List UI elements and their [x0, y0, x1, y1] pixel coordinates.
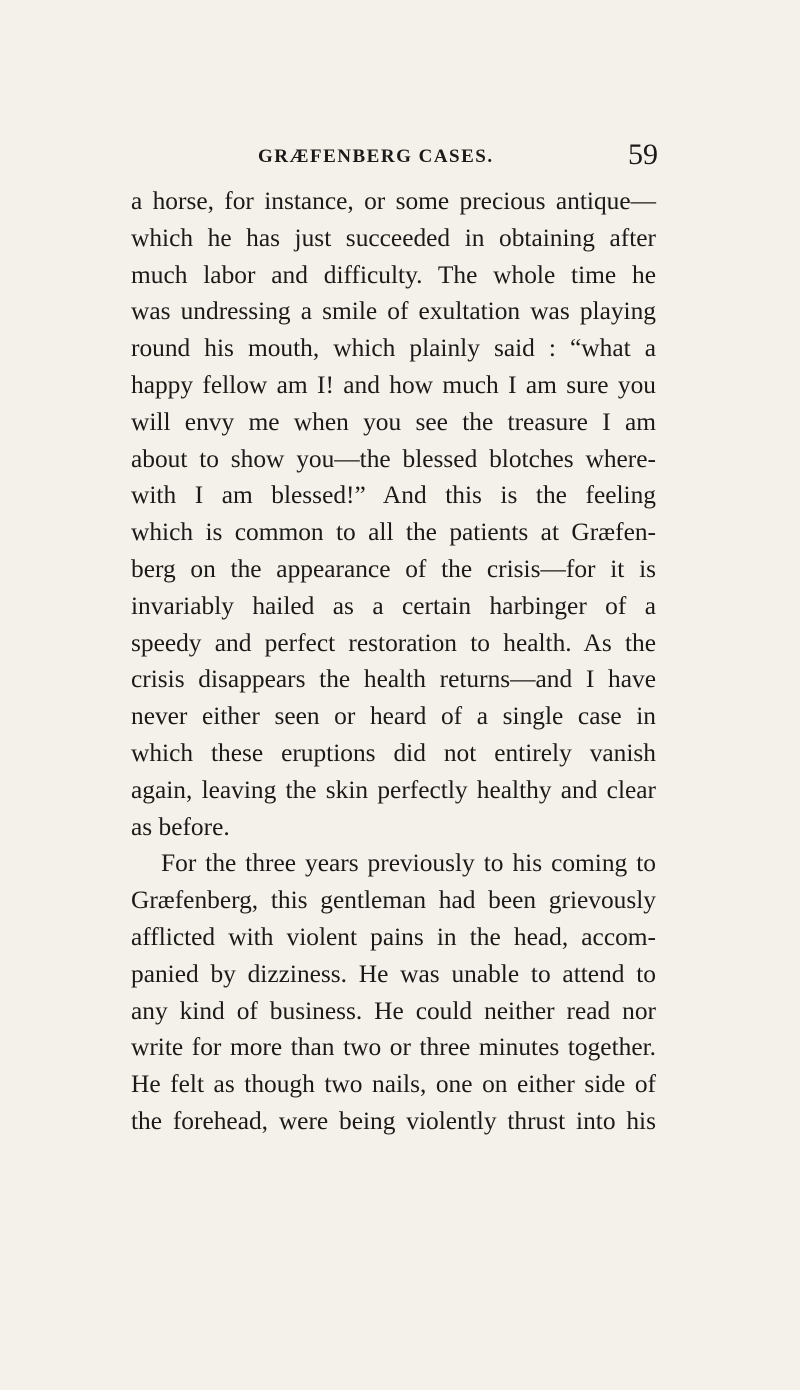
running-head — [258, 138, 658, 182]
body-text — [131, 183, 656, 1140]
text-line: again, leaving the skin perfectly healthy and clear — [131, 775, 656, 804]
running-title: GRÆFENBERG CASES. — [258, 146, 494, 167]
text-line: will envy me when you see the treasure I am — [131, 407, 656, 436]
text-line: never either seen or heard of a single case in — [131, 702, 656, 731]
text-line: berg on the appearance of the crisis—for it is — [131, 554, 656, 583]
text-line: with I am blessed!” And this is the feeling — [131, 481, 656, 510]
text-line: panied by dizziness. He was unable to attend to — [131, 959, 656, 988]
text-line: which he has just succeeded in obtaining after — [131, 223, 656, 252]
text-line: any kind of business. He could neither read nor — [131, 996, 656, 1025]
text-line: crisis disappears the health returns—and I have — [131, 665, 656, 694]
text-line: afflicted with violent pains in the head, accom- — [131, 922, 656, 951]
text-line: much labor and difficulty. The whole time he — [131, 260, 656, 289]
text-line: was undressing a smile of exultation was playing — [131, 297, 656, 326]
text-line: write for more than two or three minutes together. — [131, 1033, 656, 1062]
paragraph-1 — [131, 183, 656, 845]
page-number: 59 — [628, 138, 658, 171]
text-line: speedy and perfect restoration to health. As the — [131, 628, 656, 657]
text-line: round his mouth, which plainly said : “what a — [131, 334, 656, 363]
text-line: which these eruptions did not entirely vanish — [131, 738, 656, 767]
text-line: Græfenberg, this gentleman had been grievously — [131, 886, 656, 915]
text-line: which is common to all the patients at Græfen- — [131, 518, 656, 547]
text-line: happy fellow am I! and how much I am sure you — [131, 370, 656, 399]
text-line: about to show you—the blessed blotches where- — [131, 444, 656, 473]
text-line: a horse, for instance, or some precious antique— — [131, 187, 656, 215]
text-line: He felt as though two nails, one on either side of — [131, 1070, 656, 1099]
text-line: as before. — [131, 812, 230, 841]
text-line: the forehead, were being violently thrust into his — [131, 1106, 656, 1135]
paragraph-2 — [131, 845, 656, 1139]
text-line: invariably hailed as a certain harbinger of a — [131, 591, 656, 620]
text-line: For the three years previously to his coming to — [161, 849, 656, 878]
